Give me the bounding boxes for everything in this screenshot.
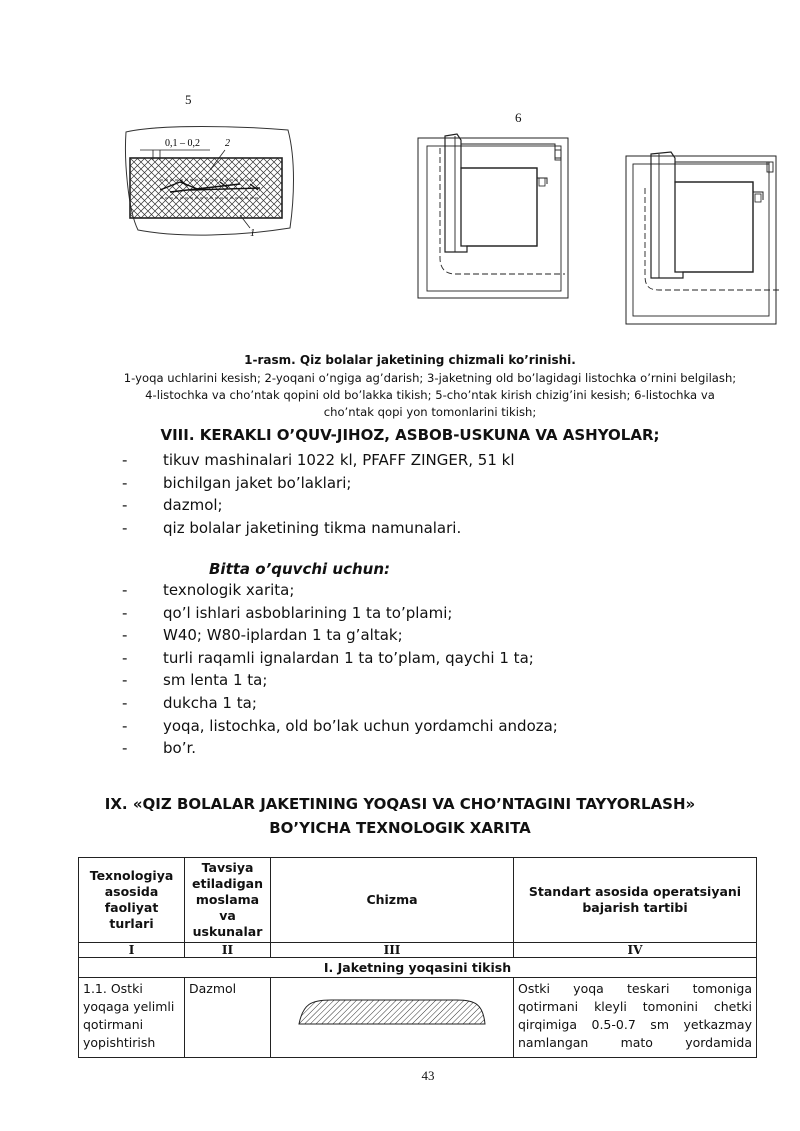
header-equipment: Tavsiya etiladigan moslama va uskunalar — [185, 858, 271, 943]
list-item: - yoqa, listochka, old bo’lak uchun yordamchi andoza; — [122, 716, 558, 735]
row-drawing — [271, 978, 514, 1058]
per-student-list — [120, 579, 760, 760]
list-item: - W40; W80-iplardan 1 ta g’altak; — [122, 626, 403, 645]
roman-4: IV — [514, 943, 757, 958]
list-item: - dukcha 1 ta; — [122, 693, 257, 712]
equipment-list — [120, 449, 760, 539]
section-9-heading-line1: IX. «QIZ BOLALAR JAKETINING YOQASI VA CHO’NTAGINI TAYYORLASH» — [104, 795, 696, 813]
figure-caption-text: 1-yoqa uchlarini kesish; 2-yoqani o’ngiga ag’darish; 3-jaketning old bo’lagidagi listochka o’rnini belgilash; 4-listochka va cho’ntak qopini old bo’lakka tikish; 5-cho’ntak kirish chizig’ini kesish; 6-listochka va cho’ntak qopi yon tomonlarini tikish; — [123, 371, 737, 419]
drawing-welt-detail — [120, 120, 300, 245]
table-row — [79, 978, 757, 1058]
page-number: 43 — [421, 1068, 435, 1083]
header-activity-types: Texnologiya asosida faoliyat turlari — [79, 858, 185, 943]
collar-interfacing-drawing — [271, 978, 511, 1052]
roman-2: II — [185, 943, 271, 958]
list-item: - bo’r. — [122, 739, 197, 758]
list-item: - bichilgan jaket bo’laklari; — [122, 473, 352, 492]
table-roman-row — [79, 943, 757, 958]
per-student-subheading: Bitta o’quvchi uchun: — [209, 560, 390, 578]
row-activity: 1.1. Ostki yoqaga yelimli qotirmani yopishtirish — [79, 978, 185, 1058]
section-8-heading: VIII. KERAKLI O’QUV-JIHOZ, ASBOB-USKUNA VA ASHYOLAR; — [160, 426, 660, 444]
list-item: - qiz bolalar jaketining tikma namunalari. — [122, 518, 462, 537]
figure-label-6: 6 — [515, 110, 522, 125]
row-procedure: Ostki yoqa teskari tomoniga qotirmani kleyli tomonini chetki qirqimiga 0.5-0.7 sm yetkazmay namlangan mato yordamida — [514, 978, 757, 1058]
list-item: - turli raqamli ignalardan 1 ta to’plam, qaychi 1 ta; — [122, 648, 534, 667]
section-row-title: I. Jaketning yoqasini tikish — [79, 958, 757, 978]
table-section-row — [79, 958, 757, 978]
list-item: - dazmol; — [122, 496, 223, 515]
figure-label-5: 5 — [185, 92, 192, 107]
list-item: - sm lenta 1 ta; — [122, 671, 268, 690]
section-9-heading-line2: BO’YICHA TEXNOLOGIK XARITA — [269, 819, 531, 837]
header-drawing: Chizma — [271, 858, 514, 943]
roman-3: III — [271, 943, 514, 958]
technology-table — [78, 857, 757, 1058]
row-equipment: Dazmol — [185, 978, 271, 1058]
figure-caption-title: 1-rasm. Qiz bolalar jaketining chizmali ko’rinishi. — [244, 353, 576, 367]
header-procedure: Standart asosida operatsiyani bajarish tartibi — [514, 858, 757, 943]
drawing-pocket-stitch-a — [415, 128, 575, 300]
roman-1: I — [79, 943, 185, 958]
table-header-row — [79, 858, 757, 943]
list-item: - qo’l ishlari asboblarining 1 ta to’plami; — [122, 603, 453, 622]
list-item: - tikuv mashinalari 1022 kl, PFAFF ZINGER, 51 kl — [122, 451, 515, 469]
section-9-heading — [90, 792, 710, 840]
callout-1: 1 — [250, 228, 255, 239]
callout-2: 2 — [225, 138, 230, 149]
list-item: - texnologik xarita; — [122, 581, 295, 599]
dimension-label: 0,1 – 0,2 — [165, 138, 200, 149]
drawing-pocket-stitch-b — [623, 148, 783, 326]
